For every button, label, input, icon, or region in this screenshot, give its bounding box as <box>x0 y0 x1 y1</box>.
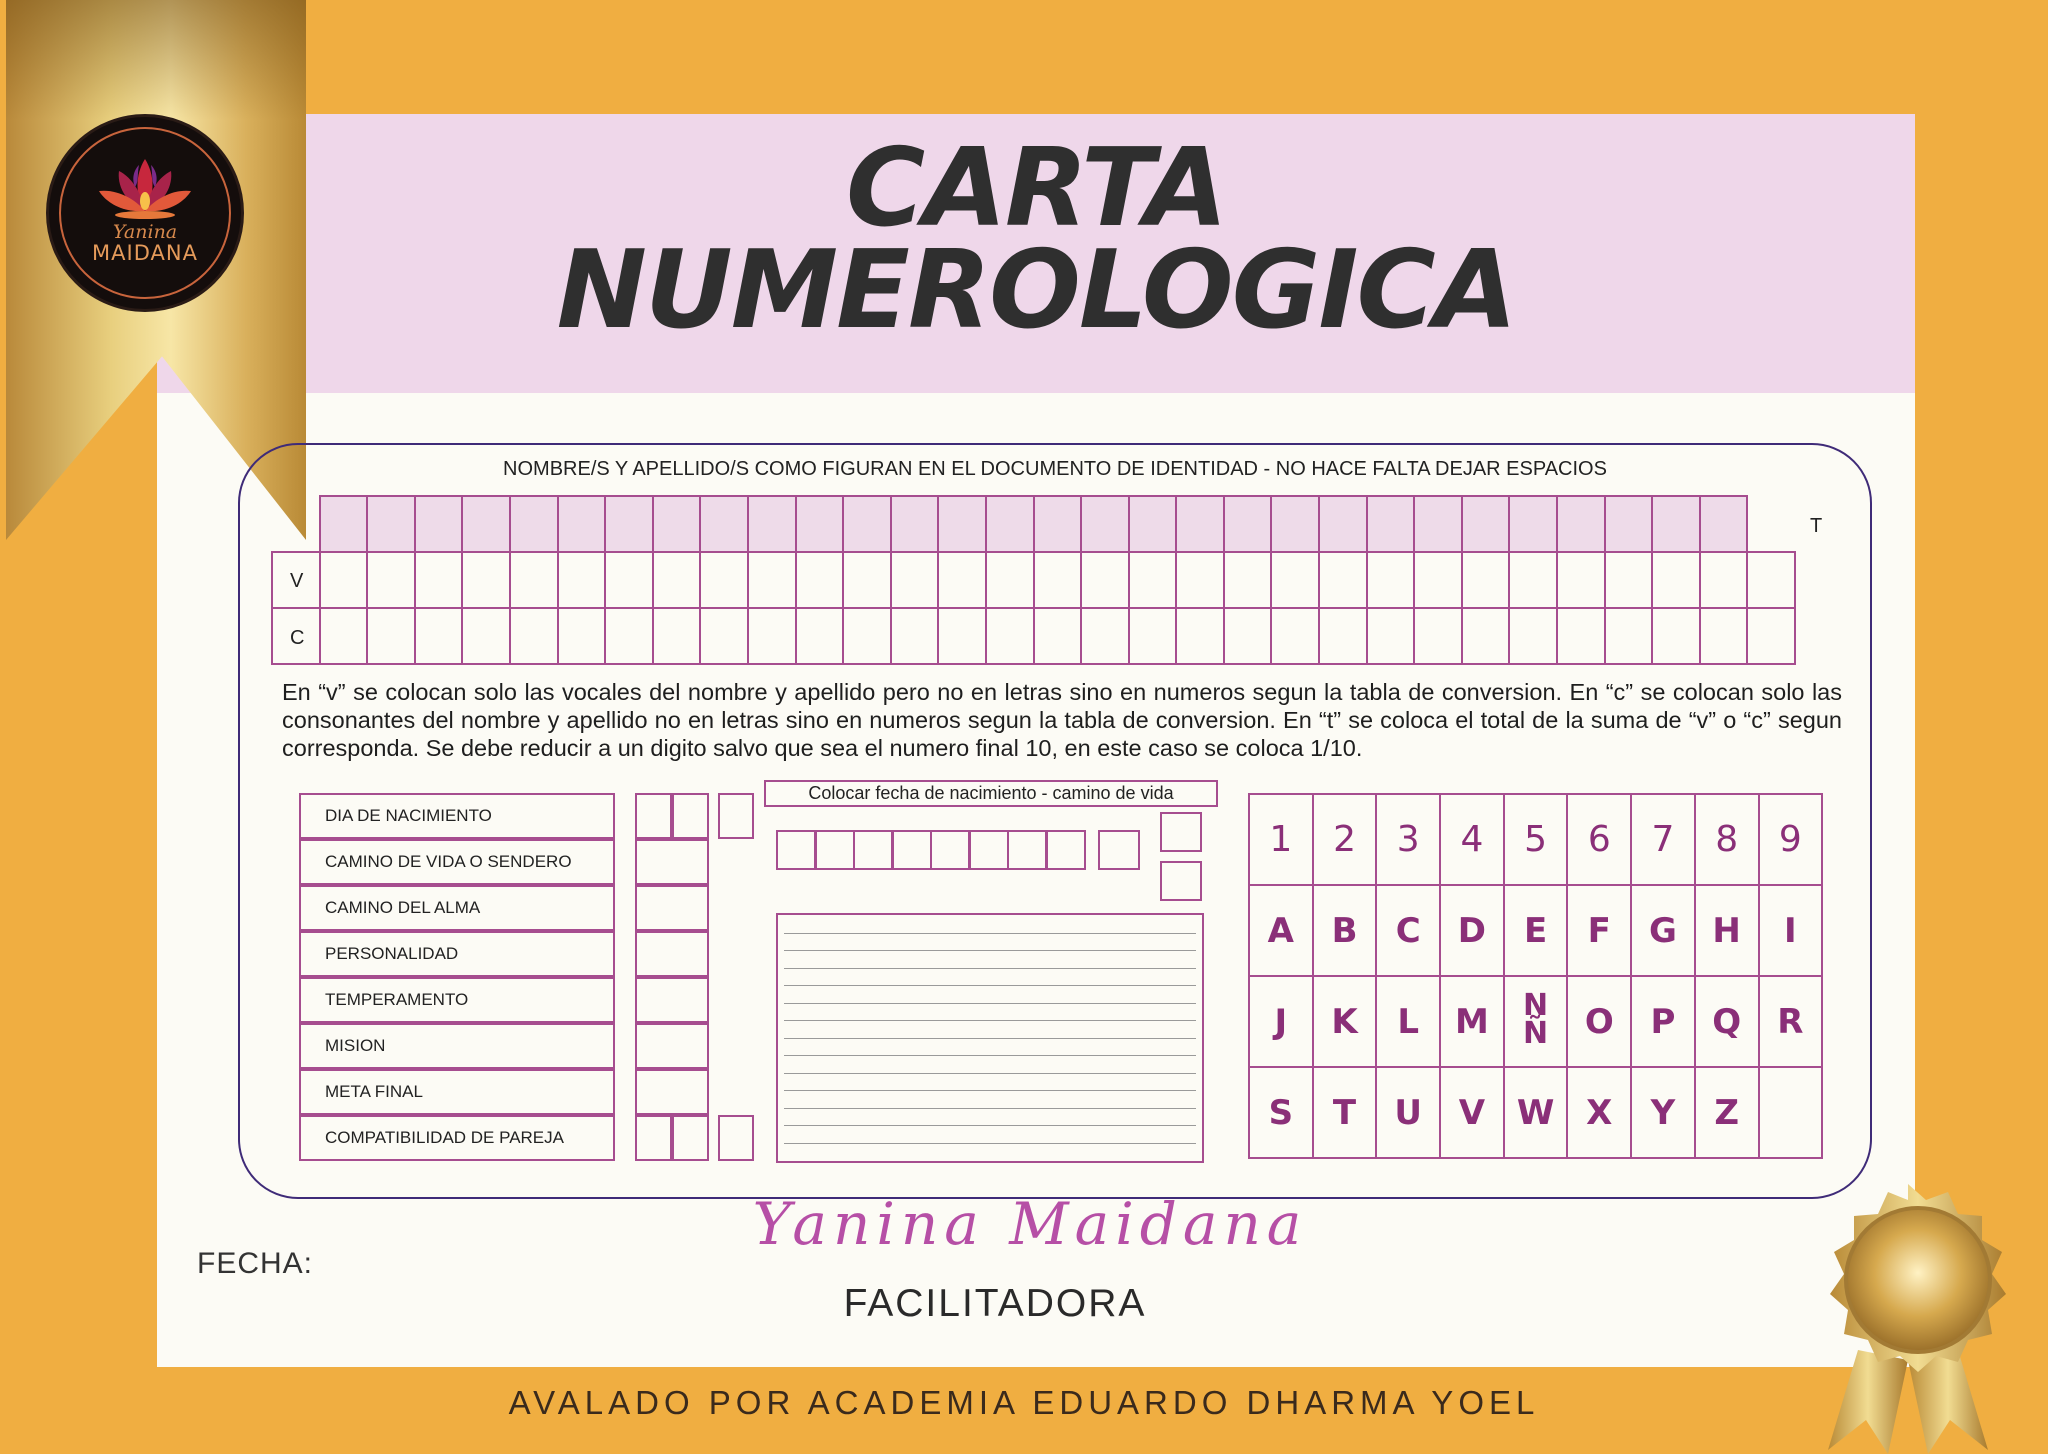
ruled-line <box>784 933 1196 934</box>
conversion-letter: H <box>1695 885 1759 976</box>
consonant-cell[interactable] <box>653 608 701 664</box>
vowel-cell[interactable] <box>748 552 796 608</box>
conversion-letter: C <box>1376 885 1440 976</box>
result-label: CAMINO DEL ALMA <box>299 885 615 931</box>
conversion-letter-pair: N Ñ <box>1523 987 1549 1051</box>
ruled-line <box>784 1108 1196 1109</box>
date-digit-box[interactable] <box>815 830 855 870</box>
conversion-number: 2 <box>1313 794 1377 885</box>
vowel-cell[interactable] <box>1605 552 1653 608</box>
conversion-letter <box>1504 976 1568 1067</box>
conversion-number: 8 <box>1695 794 1759 885</box>
consonant-cell[interactable] <box>1414 608 1462 664</box>
conversion-letter: E <box>1504 885 1568 976</box>
total-cell[interactable] <box>1081 496 1129 552</box>
consonant-cell[interactable] <box>462 608 510 664</box>
result-label: META FINAL <box>299 1069 615 1115</box>
logo-name: MAIDANA <box>92 241 198 265</box>
total-cell[interactable] <box>605 496 653 552</box>
title-line-1: CARTA <box>845 126 1227 251</box>
total-cell[interactable] <box>1700 496 1748 552</box>
vowel-cell[interactable] <box>1367 552 1415 608</box>
calculation-lines[interactable] <box>776 913 1204 1163</box>
answer-box-extra[interactable] <box>718 793 754 839</box>
conversion-letter: F <box>1567 885 1631 976</box>
logo-script: Yanina <box>112 221 178 243</box>
total-cell[interactable] <box>415 496 463 552</box>
vowel-cell[interactable] <box>605 552 653 608</box>
conversion-letter: D <box>1440 885 1504 976</box>
vowel-cell[interactable] <box>700 552 748 608</box>
total-cell[interactable] <box>796 496 844 552</box>
total-cell[interactable] <box>320 496 368 552</box>
role-label: FACILITADORA <box>843 1282 1147 1325</box>
date-digit-box[interactable] <box>1007 830 1047 870</box>
consonant-cell[interactable] <box>367 608 415 664</box>
consonant-cell[interactable] <box>748 608 796 664</box>
ruled-line <box>784 1020 1196 1021</box>
answer-box[interactable] <box>672 793 709 839</box>
consonant-cell[interactable] <box>1747 608 1795 664</box>
vowel-cell[interactable] <box>891 552 939 608</box>
total-cell[interactable] <box>1034 496 1082 552</box>
name-grid <box>271 495 1796 665</box>
consonant-cell[interactable] <box>843 608 891 664</box>
total-cell[interactable] <box>1224 496 1272 552</box>
vowel-cell[interactable] <box>1557 552 1605 608</box>
total-cell[interactable] <box>748 496 796 552</box>
total-cell[interactable] <box>1176 496 1224 552</box>
conversion-number: 3 <box>1376 794 1440 885</box>
gold-medal-icon <box>1788 1180 2028 1454</box>
vowel-cell[interactable] <box>462 552 510 608</box>
row-label-consonants: C <box>290 627 305 649</box>
total-cell[interactable] <box>462 496 510 552</box>
vowel-cell[interactable] <box>1414 552 1462 608</box>
total-cell[interactable] <box>1271 496 1319 552</box>
ruled-line <box>784 968 1196 969</box>
vowel-cell[interactable] <box>510 552 558 608</box>
endorsement: AVALADO POR ACADEMIA EDUARDO DHARMA YOEL <box>508 1384 1540 1421</box>
total-cell[interactable] <box>1319 496 1367 552</box>
conversion-letter: R <box>1759 976 1823 1067</box>
consonant-cell[interactable] <box>986 608 1034 664</box>
page-title <box>157 126 1915 353</box>
conversion-table <box>1248 793 1823 1159</box>
name-instruction: NOMBRE/S Y APELLIDO/S COMO FIGURAN EN EL DOCUMENTO DE IDENTIDAD - NO HACE FALTA DEJAR ESPACIOS <box>503 458 1607 480</box>
consonant-cell[interactable] <box>1605 608 1653 664</box>
total-cell[interactable] <box>843 496 891 552</box>
total-cell[interactable] <box>891 496 939 552</box>
conversion-letter: M <box>1440 976 1504 1067</box>
consonant-cell[interactable] <box>1652 608 1700 664</box>
lotus-icon <box>95 155 195 225</box>
total-cell <box>1747 496 1795 552</box>
ruled-line <box>784 1003 1196 1004</box>
result-label: TEMPERAMENTO <box>299 977 615 1023</box>
conversion-letter: L <box>1376 976 1440 1067</box>
conversion-letter: Z <box>1695 1067 1759 1158</box>
vowel-cell[interactable] <box>986 552 1034 608</box>
consonant-cell[interactable] <box>1034 608 1082 664</box>
conversion-letter: S <box>1249 1067 1313 1158</box>
consonant-cell[interactable] <box>320 608 368 664</box>
consonant-cell[interactable] <box>1557 608 1605 664</box>
row-label-total: T <box>1810 515 1823 537</box>
answer-box[interactable] <box>635 1069 709 1115</box>
conversion-letter: K <box>1313 976 1377 1067</box>
conversion-letter: T <box>1313 1067 1377 1158</box>
total-cell[interactable] <box>1462 496 1510 552</box>
life-path-box[interactable] <box>1098 830 1140 870</box>
conversion-number: 6 <box>1567 794 1631 885</box>
answer-box[interactable] <box>635 839 709 885</box>
conversion-letter: Y <box>1631 1067 1695 1158</box>
date-digit-box[interactable] <box>776 830 816 870</box>
logo <box>46 114 244 312</box>
total-cell[interactable] <box>1605 496 1653 552</box>
consonant-cell[interactable] <box>1367 608 1415 664</box>
date-digit-box[interactable] <box>969 830 1009 870</box>
consonant-cell[interactable] <box>1271 608 1319 664</box>
answer-box[interactable] <box>635 1115 672 1161</box>
ribbon-shade <box>6 0 306 120</box>
total-cell[interactable] <box>1509 496 1557 552</box>
consonant-cell[interactable] <box>938 608 986 664</box>
conversion-number: 7 <box>1631 794 1695 885</box>
ruled-line <box>784 1090 1196 1091</box>
vowel-cell[interactable] <box>938 552 986 608</box>
signature: Yanina Maidana <box>752 1190 1308 1258</box>
answer-box[interactable] <box>635 793 672 839</box>
result-label: COMPATIBILIDAD DE PAREJA <box>299 1115 615 1161</box>
conversion-letter: B <box>1313 885 1377 976</box>
ruled-line <box>784 1038 1196 1039</box>
vowel-cell[interactable] <box>1462 552 1510 608</box>
vowel-cell[interactable] <box>653 552 701 608</box>
conversion-number: 1 <box>1249 794 1313 885</box>
conversion-number: 9 <box>1759 794 1823 885</box>
answer-box[interactable] <box>635 931 709 977</box>
ruled-line <box>784 1055 1196 1056</box>
vowel-cell[interactable] <box>1700 552 1748 608</box>
ruled-line <box>784 985 1196 986</box>
answer-box-extra[interactable] <box>718 1115 754 1161</box>
ruled-line <box>784 950 1196 951</box>
conversion-letter: W <box>1504 1067 1568 1158</box>
result-label: PERSONALIDAD <box>299 931 615 977</box>
reduction-box[interactable] <box>1160 812 1202 852</box>
total-cell[interactable] <box>1557 496 1605 552</box>
total-cell[interactable] <box>938 496 986 552</box>
consonant-cell[interactable] <box>700 608 748 664</box>
conversion-letter: O <box>1567 976 1631 1067</box>
conversion-letter: I <box>1759 885 1823 976</box>
total-cell[interactable] <box>1129 496 1177 552</box>
total-cell[interactable] <box>1367 496 1415 552</box>
vowel-cell[interactable] <box>1747 552 1795 608</box>
ruled-line <box>784 1073 1196 1074</box>
date-label: FECHA: <box>197 1247 314 1280</box>
vowel-cell[interactable] <box>558 552 606 608</box>
consonant-cell[interactable] <box>605 608 653 664</box>
conversion-letter: P <box>1631 976 1695 1067</box>
consonant-cell[interactable] <box>796 608 844 664</box>
vowel-cell[interactable] <box>1034 552 1082 608</box>
consonant-cell[interactable] <box>1081 608 1129 664</box>
consonant-cell[interactable] <box>1509 608 1557 664</box>
date-instruction: Colocar fecha de nacimiento - camino de vida <box>764 780 1218 807</box>
consonant-cell[interactable] <box>1319 608 1367 664</box>
date-digit-box[interactable] <box>892 830 932 870</box>
consonant-cell[interactable] <box>1224 608 1272 664</box>
consonant-cell[interactable] <box>1176 608 1224 664</box>
answer-box[interactable] <box>635 885 709 931</box>
result-label: CAMINO DE VIDA O SENDERO <box>299 839 615 885</box>
row-label-vowels: V <box>290 570 304 592</box>
total-cell[interactable] <box>700 496 748 552</box>
consonant-cell[interactable] <box>1700 608 1748 664</box>
vowel-cell[interactable] <box>415 552 463 608</box>
vowel-cell[interactable] <box>1176 552 1224 608</box>
vowel-cell[interactable] <box>1081 552 1129 608</box>
result-label: MISION <box>299 1023 615 1069</box>
consonant-cell[interactable] <box>558 608 606 664</box>
vowel-cell[interactable] <box>367 552 415 608</box>
consonant-cell[interactable] <box>510 608 558 664</box>
reduction-box[interactable] <box>1160 861 1202 901</box>
conversion-letter: G <box>1631 885 1695 976</box>
vowel-cell[interactable] <box>843 552 891 608</box>
total-cell[interactable] <box>367 496 415 552</box>
answer-box[interactable] <box>635 1023 709 1069</box>
total-cell <box>272 496 320 552</box>
conversion-letter: A <box>1249 885 1313 976</box>
ruled-line <box>784 1125 1196 1126</box>
total-cell[interactable] <box>986 496 1034 552</box>
title-line-2: NUMEROLOGICA <box>556 228 1516 353</box>
answer-box[interactable] <box>635 977 709 1023</box>
conversion-letter: U <box>1376 1067 1440 1158</box>
vowel-cell[interactable] <box>796 552 844 608</box>
conversion-number: 4 <box>1440 794 1504 885</box>
conversion-number: 5 <box>1504 794 1568 885</box>
vowel-cell[interactable] <box>1129 552 1177 608</box>
vowel-cell[interactable] <box>1319 552 1367 608</box>
conversion-letter: Q <box>1695 976 1759 1067</box>
consonant-cell[interactable] <box>1462 608 1510 664</box>
total-cell[interactable] <box>1652 496 1700 552</box>
explanation-text: En “v” se colocan solo las vocales del nombre y apellido pero no en letras sino en numeros segun la tabla de conversion. En “c” se colocan solo las consonantes del nombre y apellido no en letras sino en numeros segun la tabla de conversion. En “t” se coloca el total de la suma de “v” o “c” segun corresponda. Se debe reducir a un digito salvo que sea el numero final 10, en este caso se coloca 1/10. <box>282 679 1842 761</box>
total-cell[interactable] <box>558 496 606 552</box>
total-cell[interactable] <box>653 496 701 552</box>
total-cell[interactable] <box>510 496 558 552</box>
consonant-cell[interactable] <box>1129 608 1177 664</box>
conversion-letter: V <box>1440 1067 1504 1158</box>
conversion-letter: X <box>1567 1067 1631 1158</box>
date-digit-box[interactable] <box>930 830 970 870</box>
date-digit-box[interactable] <box>1046 830 1086 870</box>
conversion-letter <box>1759 1067 1823 1158</box>
vowel-cell[interactable] <box>320 552 368 608</box>
conversion-letter: J <box>1249 976 1313 1067</box>
consonant-cell[interactable] <box>415 608 463 664</box>
vowel-cell[interactable] <box>1224 552 1272 608</box>
vowel-cell[interactable] <box>1652 552 1700 608</box>
date-digit-box[interactable] <box>853 830 893 870</box>
answer-box[interactable] <box>672 1115 709 1161</box>
ruled-line <box>784 1143 1196 1144</box>
result-label: DIA DE NACIMIENTO <box>299 793 615 839</box>
consonant-cell[interactable] <box>891 608 939 664</box>
vowel-cell[interactable] <box>1271 552 1319 608</box>
total-cell[interactable] <box>1414 496 1462 552</box>
vowel-cell[interactable] <box>1509 552 1557 608</box>
